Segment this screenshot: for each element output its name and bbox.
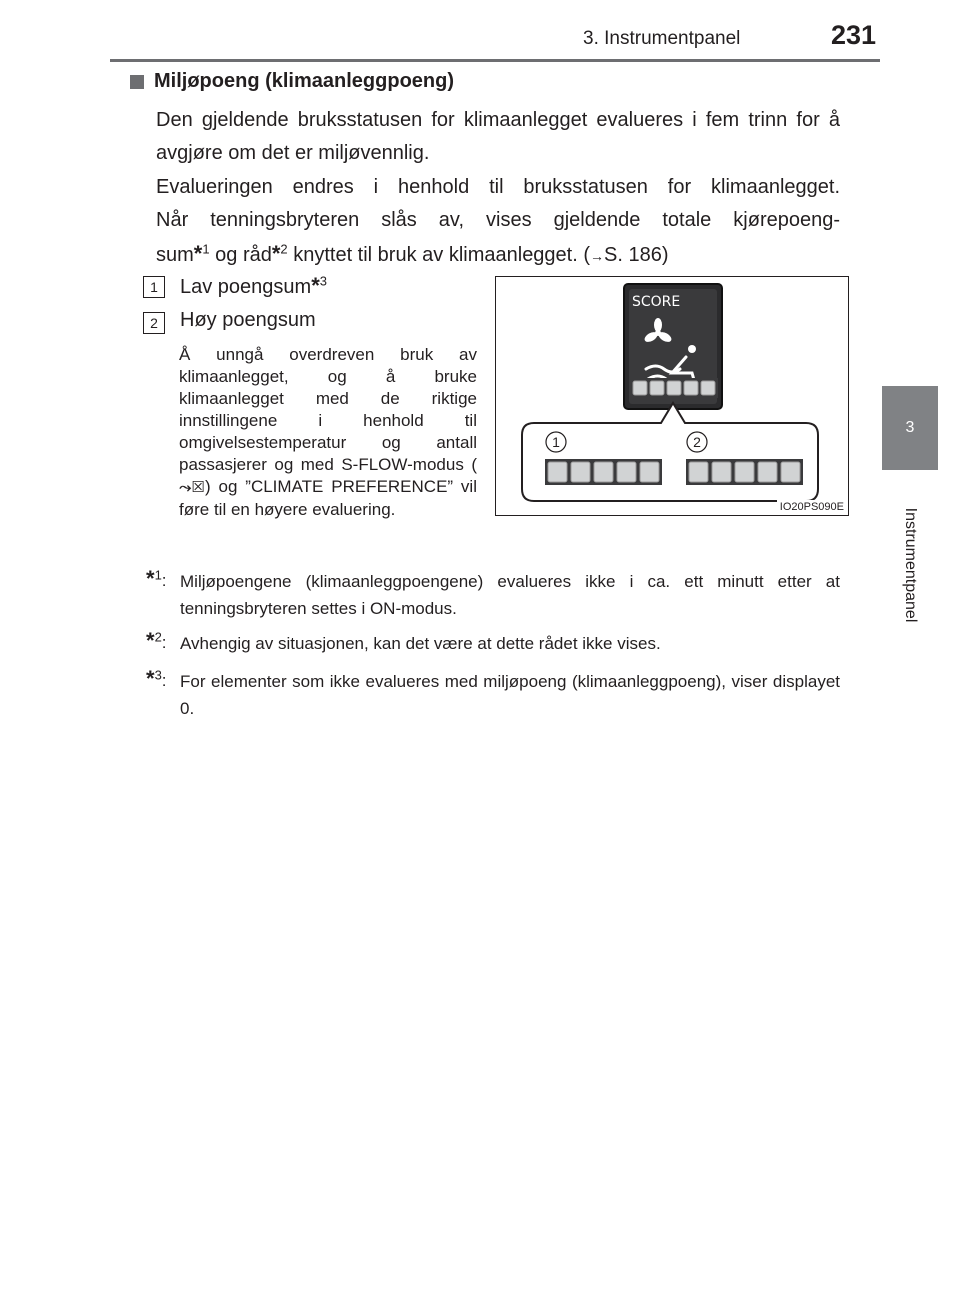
header-rule — [110, 59, 880, 62]
footnote-marker: *$^2$: — [146, 628, 167, 653]
side-tab-label-text: Instrumentpanel — [902, 507, 919, 623]
footnote-marker: *$^1$: — [146, 566, 167, 591]
bar-segment — [617, 462, 636, 482]
bar-segment — [650, 381, 664, 395]
paragraph-2 — [156, 171, 840, 273]
s-flow-mode-icon: ⤳☒ — [179, 479, 205, 496]
paragraph-1: Den gjeldende bruksstatusen for klimaanlegget evalueres i fem trinn for å avgjøre om det er miljøvennlig. — [156, 109, 840, 164]
square-bullet-icon — [130, 75, 144, 89]
paragraph-2-line-2: Når tenningsbryteren slås av, vises gjeldende totale kjørepoeng- — [156, 209, 840, 231]
bar-segment — [689, 462, 708, 482]
bar-segment — [667, 381, 681, 395]
side-tab-number: 3 — [882, 386, 938, 470]
paragraph-2-line-1: Evalueringen endres i henhold til bruksstatusen for klimaanlegget. — [156, 176, 840, 198]
bar-segment — [594, 462, 613, 482]
low-score-bar — [545, 459, 662, 485]
high-score-bar — [686, 459, 803, 485]
bar-segment — [781, 462, 800, 482]
callout-number-2: 2 — [693, 434, 701, 450]
score-display-illustration — [496, 277, 848, 515]
bar-segment — [712, 462, 731, 482]
item-number-box: 2 — [143, 312, 165, 334]
score-display-figure — [495, 276, 849, 516]
bar-segment — [758, 462, 777, 482]
bar-segment — [684, 381, 698, 395]
note-paragraph: Å unngå overdreven bruk av klimaanlegget, og å bruke klimaanlegget med de riktige innstillingene i henhold til omgivelsestemperatur og antall passasjerer og med S-FLOW-modus (⤳☒) og ”CLIMATE PREFERENCE” vil føre til en høyere evaluering. — [179, 345, 477, 519]
section-heading — [130, 70, 454, 93]
section-title: Miljøpoeng (klimaanleggpoeng) — [154, 70, 454, 92]
figure-code: IO20PS090E — [777, 500, 847, 514]
bar-segment — [735, 462, 754, 482]
item-label-high-score: Høy poengsum — [180, 309, 316, 331]
bar-segment — [548, 462, 567, 482]
side-tab-label — [882, 470, 938, 660]
footnote-3: For elementer som ikke evalueres med miljøpoeng (klimaanleggpoeng), viser displayet 0. — [180, 672, 840, 718]
footnote-1: Miljøpoengene (klimaanleggpoengene) evalueres ikke i ca. ett minutt etter at tenningsbryteren settes i ON-modus. — [180, 572, 840, 618]
callout-bubble — [522, 403, 818, 501]
paragraph-2-line-3: sum*$^1$ og råd*$^2$ knyttet til bruk av klimaanlegget. (→S. 186) — [156, 241, 669, 266]
item-label-low-score: Lav poengsum*$^3$ — [180, 273, 327, 298]
footnote-star: * — [193, 241, 203, 266]
chapter-title: 3. Instrumentpanel — [583, 28, 741, 49]
display-score-bar — [630, 378, 718, 398]
bar-segment — [571, 462, 590, 482]
bar-segment — [701, 381, 715, 395]
score-label: SCORE — [632, 294, 681, 310]
footnote-2: Avhengig av situasjonen, kan det være at dette rådet ikke vises. — [180, 634, 661, 653]
arrow-right-icon: → — [590, 248, 605, 264]
footnote-marker: *$^3$: — [146, 666, 167, 691]
callout-number-1: 1 — [552, 434, 560, 450]
item-number-box: 1 — [143, 276, 165, 298]
footnote-star: * — [271, 241, 281, 266]
bar-segment — [640, 462, 659, 482]
page-number: 231 — [831, 20, 877, 50]
bar-segment — [633, 381, 647, 395]
